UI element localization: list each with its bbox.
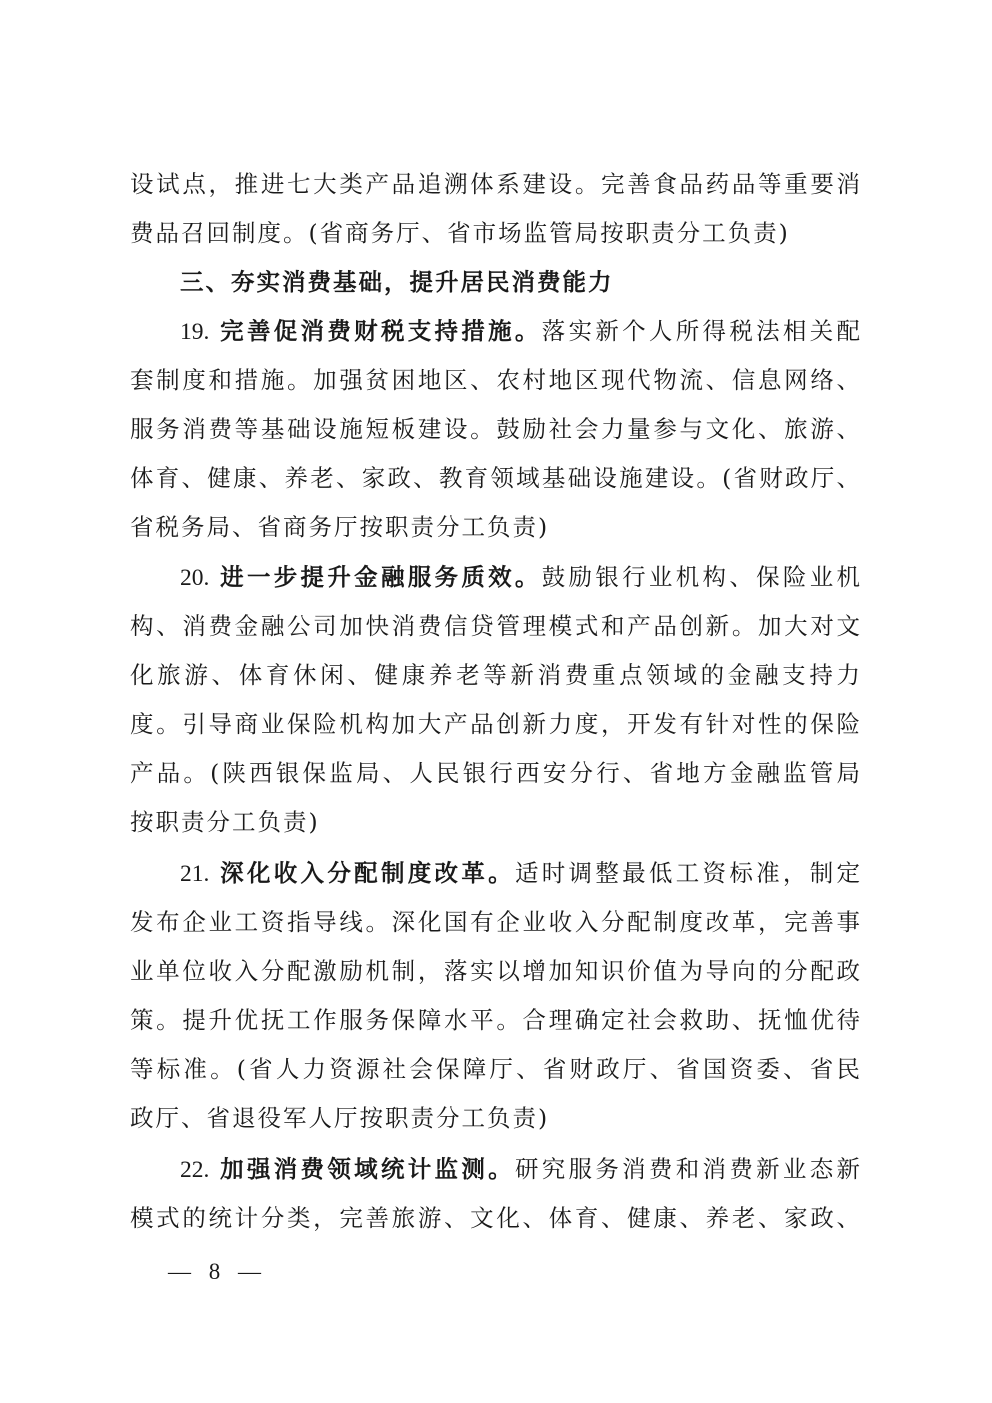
item-number: 20. <box>180 565 210 591</box>
item-text: 研究服务消费和消费新业态新 <box>514 1155 862 1183</box>
body-line: 按职责分工负责) <box>130 808 320 836</box>
body-line: 政厅、省退役军人厅按职责分工负责) <box>130 1104 550 1132</box>
body-line: 设试点，推进七大类产品追溯体系建设。完善食品药品等重要消 <box>130 170 862 198</box>
item-text: 落实新个人所得税法相关配 <box>541 317 862 345</box>
body-line: 模式的统计分类，完善旅游、文化、体育、健康、养老、家政、 <box>130 1204 862 1232</box>
body-line: 业单位收入分配激励机制，落实以增加知识价值为导向的分配政 <box>130 957 862 985</box>
item-title: 加强消费领域统计监测。 <box>220 1155 515 1183</box>
item-number: 19. <box>180 319 210 345</box>
item-title: 深化收入分配制度改革。 <box>220 859 515 887</box>
body-line: 度。引导商业保险机构加大产品创新力度，开发有针对性的保险 <box>130 710 862 738</box>
item-number: 22. <box>180 1157 210 1183</box>
item-text: 鼓励银行业机构、保险业机 <box>541 563 862 591</box>
body-line: 省税务局、省商务厅按职责分工负责) <box>130 513 550 541</box>
item-20-first-line <box>180 553 862 602</box>
item-title: 进一步提升金融服务质效。 <box>220 563 542 591</box>
item-title: 完善促消费财税支持措施。 <box>220 317 542 345</box>
section-heading: 三、夯实消费基础，提升居民消费能力 <box>180 268 614 296</box>
body-line: 化旅游、体育休闲、健康养老等新消费重点领域的金融支持力 <box>130 661 862 689</box>
body-line: 产品。(陕西银保监局、人民银行西安分行、省地方金融监管局 <box>130 759 862 787</box>
item-21-first-line <box>180 849 862 898</box>
body-line: 策。提升优抚工作服务保障水平。合理确定社会救助、抚恤优待 <box>130 1006 862 1034</box>
body-line: 服务消费等基础设施短板建设。鼓励社会力量参与文化、旅游、 <box>130 415 862 443</box>
body-line: 套制度和措施。加强贫困地区、农村地区现代物流、信息网络、 <box>130 366 862 394</box>
item-text: 适时调整最低工资标准，制定 <box>514 859 862 887</box>
body-line: 构、消费金融公司加快消费信贷管理模式和产品创新。加大对文 <box>130 612 862 640</box>
item-22-first-line <box>180 1145 862 1194</box>
body-line: 费品召回制度。(省商务厅、省市场监管局按职责分工负责) <box>130 219 790 247</box>
body-line: 发布企业工资指导线。深化国有企业收入分配制度改革，完善事 <box>130 908 862 936</box>
page-number: — 8 — <box>168 1259 267 1284</box>
body-line: 等标准。(省人力资源社会保障厅、省财政厅、省国资委、省民 <box>130 1055 862 1083</box>
body-line: 体育、健康、养老、家政、教育领域基础设施建设。(省财政厅、 <box>130 464 862 492</box>
item-19-first-line <box>180 307 862 356</box>
item-number: 21. <box>180 861 210 887</box>
